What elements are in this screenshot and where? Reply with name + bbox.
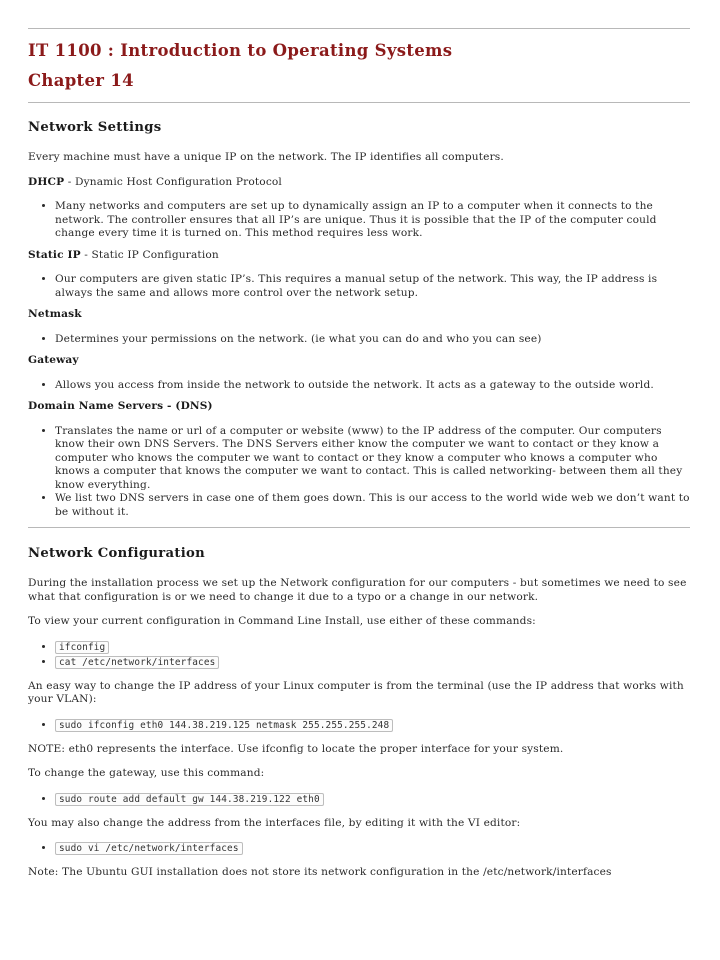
- top-divider: [28, 28, 690, 29]
- dns-term: Domain Name Servers - (DNS): [28, 400, 213, 412]
- dhcp-desc: - Dynamic Host Configuration Protocol: [64, 175, 282, 188]
- netmask-list: [28, 333, 690, 347]
- dhcp-term-line: [28, 176, 690, 190]
- cat-interfaces-command: cat /etc/network/interfaces: [55, 656, 219, 669]
- ifconfig-command: ifconfig: [55, 641, 109, 654]
- list-item: [55, 655, 690, 670]
- config-paragraph-7: Note: The Ubuntu GUI installation does not store its network configuration in the /etc/network/interfaces: [28, 866, 612, 878]
- network-settings-intro: Every machine must have a unique IP on the network. The IP identifies all computers.: [28, 151, 504, 163]
- section-divider: [28, 527, 690, 528]
- static-ip-term: Static IP: [28, 248, 81, 261]
- chapter-title: Chapter 14: [28, 71, 134, 90]
- list-item: [55, 718, 690, 733]
- gateway-command-list: [28, 792, 690, 807]
- list-item: [55, 841, 690, 856]
- ip-command-list: [28, 718, 690, 733]
- config-paragraph-4: NOTE: eth0 represents the interface. Use ifconfig to locate the proper interface for your system.: [28, 742, 564, 755]
- network-configuration-heading: Network Configuration: [28, 546, 206, 561]
- list-item: [55, 640, 690, 655]
- config-paragraph-5: To change the gateway, use this command:: [28, 767, 265, 779]
- gateway-term: Gateway: [28, 354, 79, 366]
- vi-command-list: [28, 841, 690, 856]
- dns-term-line: [28, 400, 690, 414]
- gateway-term-line: [28, 354, 690, 368]
- gateway-list: [28, 379, 690, 393]
- ip-change-command: sudo ifconfig eth0 144.38.219.125 netmask 255.255.255.248: [55, 719, 393, 732]
- list-item: • Many networks and computers are set up to dynamically assign an IP to a computer when it connects to the network. The controller ensures that all IP’s are unique. Thus it is possible that the IP of the computer could change every time it is turned on. This method requires less work.: [55, 200, 690, 241]
- static-ip-desc: - Static IP Configuration: [80, 248, 219, 261]
- page-title: IT 1100 : Introduction to Operating Systems: [28, 41, 453, 60]
- dhcp-term: DHCP: [28, 175, 65, 188]
- list-item: • Translates the name or url of a computer or website (www) to the IP address of the computer. Our computers know their own DNS Servers. The DNS Servers either know the computer we want to contact or they know a computer who knows the computer we want to contact or they know a computer who knows a computer who knows a computer that knows the computer we want to contact. This is called networking- between them all they know everything.: [55, 425, 690, 493]
- dns-list: [28, 425, 690, 520]
- dhcp-list: [28, 200, 690, 241]
- list-item: • Determines your permissions on the network. (ie what you can do and who you can see): [55, 333, 690, 347]
- gateway-change-command: sudo route add default gw 144.38.219.122 eth0: [55, 793, 324, 806]
- netmask-term: Netmask: [28, 308, 82, 320]
- list-item: [55, 792, 690, 807]
- static-ip-list: [28, 273, 690, 300]
- vi-edit-command: sudo vi /etc/network/interfaces: [55, 842, 243, 855]
- view-commands-list: [28, 640, 690, 670]
- static-ip-term-line: [28, 249, 690, 263]
- config-paragraph-2: To view your current configuration in Command Line Install, use either of these commands:: [28, 615, 536, 627]
- list-item: • Allows you access from inside the network to outside the network. It acts as a gateway to the outside world.: [55, 379, 690, 393]
- header-divider: [28, 102, 690, 103]
- config-paragraph-3: An easy way to change the IP address of your Linux computer is from the terminal (use the IP address that works with your VLAN):: [28, 679, 684, 705]
- config-paragraph-6: You may also change the address from the interfaces file, by editing it with the VI editor:: [28, 816, 521, 829]
- netmask-term-line: [28, 308, 690, 322]
- network-settings-heading: Network Settings: [28, 120, 162, 135]
- list-item: • Our computers are given static IP’s. This requires a manual setup of the network. This way, the IP address is always the same and allows more control over the network setup.: [55, 273, 690, 300]
- list-item: • We list two DNS servers in case one of them goes down. This is our access to the world wide web we don’t want to be without it.: [55, 492, 690, 519]
- document-page: [0, 28, 720, 880]
- config-paragraph-1: During the installation process we set up the Network configuration for our computers - but sometimes we need to see what that configuration is or we need to change it due to a typo or a change in our network.: [28, 577, 687, 603]
